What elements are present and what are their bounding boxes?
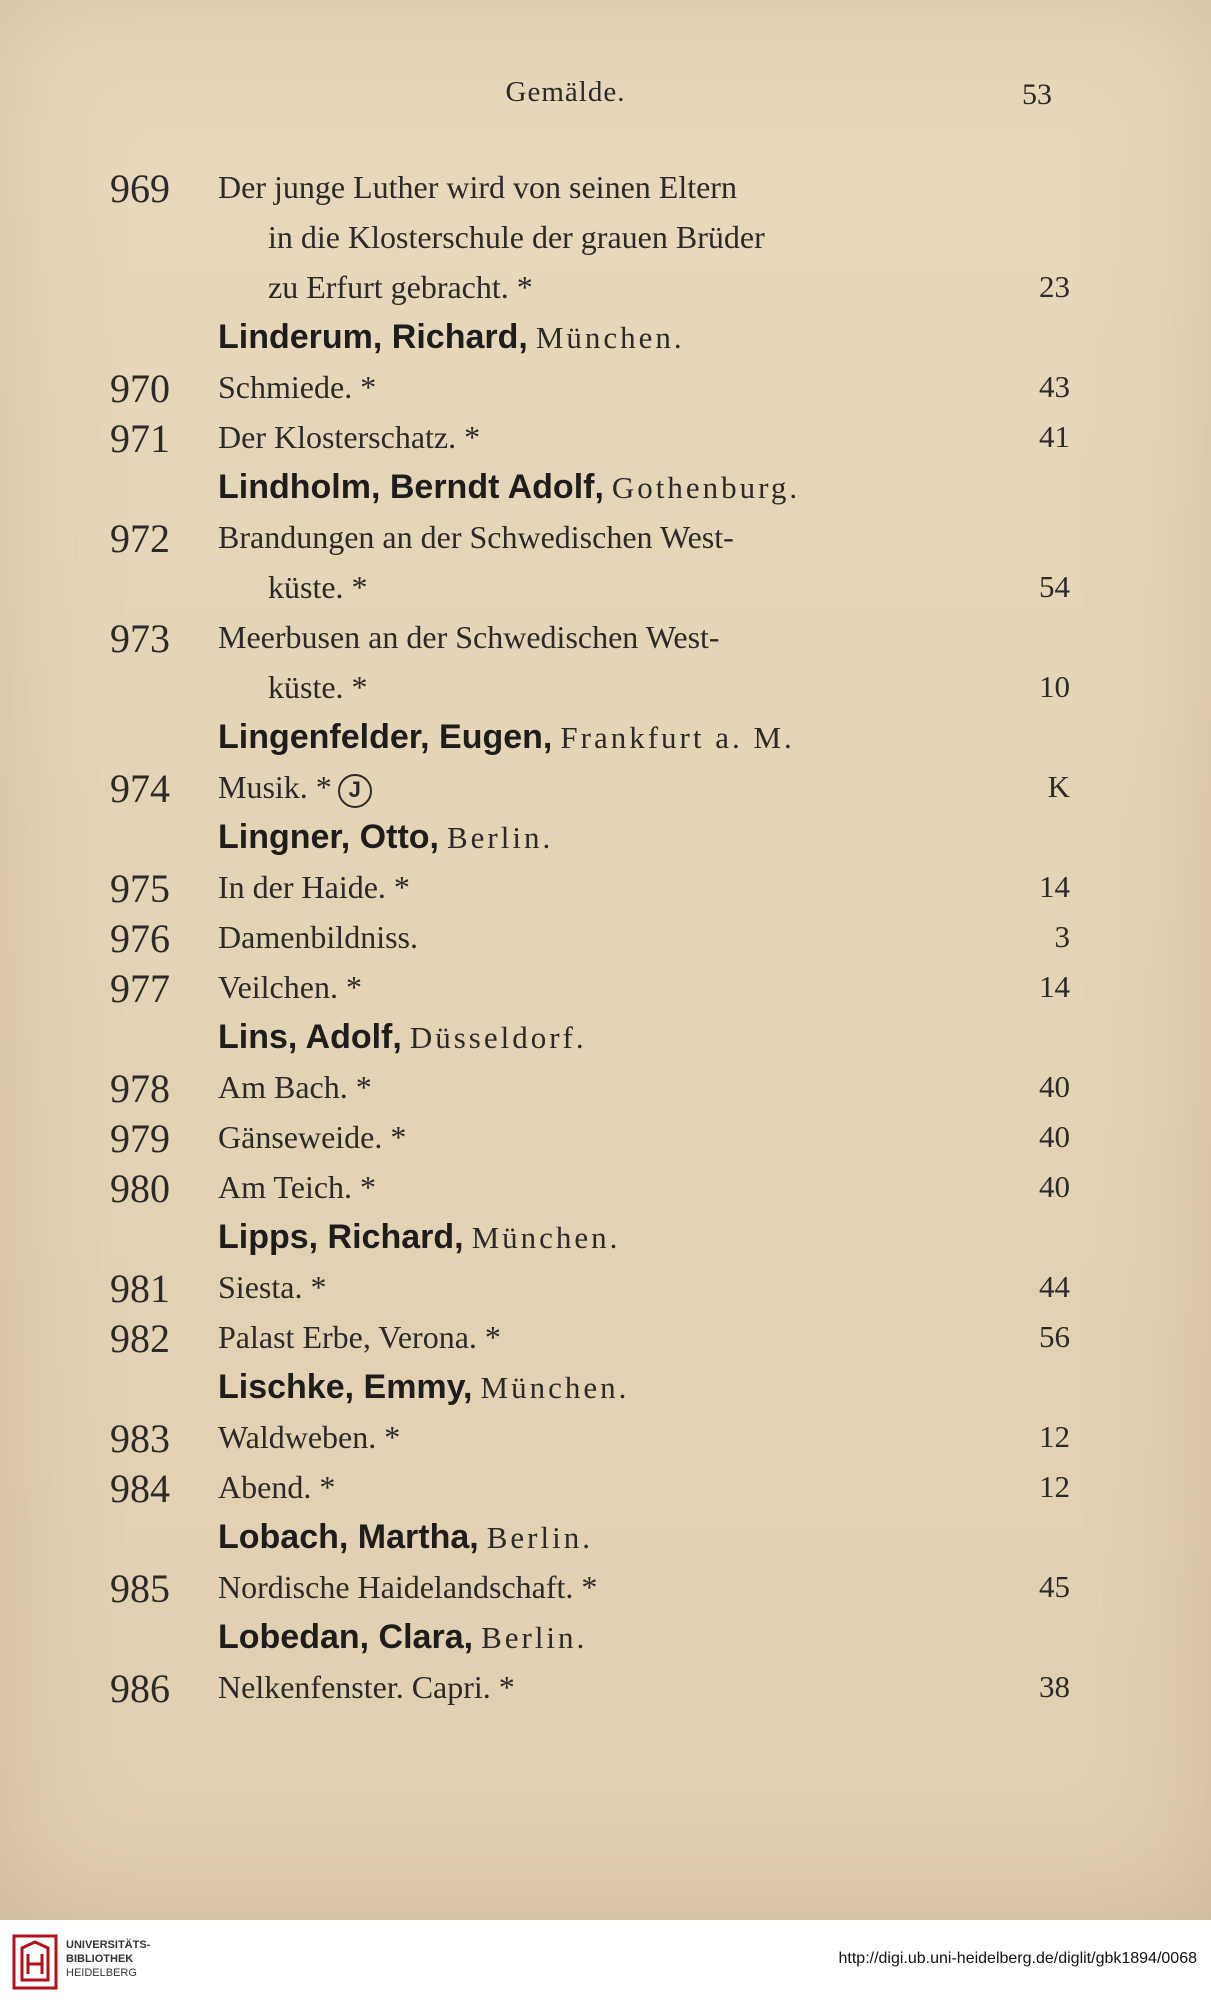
artwork-title-continued <box>268 662 368 712</box>
artwork-title <box>218 612 720 662</box>
catalog-row <box>110 1562 1070 1612</box>
price: 43 <box>1039 369 1070 404</box>
catalog-number: 975 <box>110 866 170 911</box>
catalog-entries <box>110 162 1070 1712</box>
source-url[interactable]: http://digi.ub.uni-heidelberg.de/diglit/gbk1894/0068 <box>838 1950 1197 1967</box>
price: 38 <box>1039 1669 1070 1704</box>
artist-row <box>110 1512 1070 1562</box>
artwork-title-text: zu Erfurt gebracht. * <box>268 269 533 305</box>
artist-name: Lingner, Otto, <box>218 818 439 856</box>
catalog-row <box>110 1662 1070 1712</box>
catalog-number: 982 <box>110 1316 170 1361</box>
artist-heading <box>218 312 685 363</box>
catalog-row <box>110 912 1070 962</box>
price: 45 <box>1039 1569 1070 1604</box>
artwork-title-text: Palast Erbe, Verona. * <box>218 1319 501 1355</box>
artist-heading <box>218 462 800 513</box>
artwork-title <box>218 162 737 212</box>
catalog-row <box>110 762 1070 812</box>
artist-heading <box>218 1012 587 1063</box>
catalog-number: 973 <box>110 616 170 661</box>
artist-city: Gothenburg. <box>611 470 801 505</box>
artwork-title-text: küste. * <box>268 669 368 705</box>
circled-j-icon: J <box>338 774 372 808</box>
price: 41 <box>1039 419 1070 454</box>
artwork-title <box>218 962 362 1012</box>
artwork-title-text: Siesta. * <box>218 1269 327 1305</box>
artwork-title <box>218 1262 326 1312</box>
artwork-title-text: Am Bach. * <box>218 1069 372 1105</box>
catalog-number: 980 <box>110 1166 170 1211</box>
artwork-title-text: Meerbusen an der Schwedischen West- <box>218 619 720 655</box>
price: 14 <box>1039 869 1070 904</box>
price: 40 <box>1039 1169 1070 1204</box>
artwork-title-text: Der junge Luther wird von seinen Eltern <box>218 169 737 205</box>
artist-city: Berlin. <box>486 1520 593 1555</box>
artist-heading <box>218 812 553 863</box>
artwork-title-text: Damenbildniss. <box>218 919 418 955</box>
artist-row <box>110 712 1070 762</box>
artist-row <box>110 312 1070 362</box>
catalog-row <box>110 962 1070 1012</box>
catalog-row <box>110 1112 1070 1162</box>
catalog-number: 984 <box>110 1466 170 1511</box>
artwork-title <box>218 1162 376 1212</box>
artwork-title-text: in die Klosterschule der grauen Brüder <box>268 219 765 255</box>
artist-city: Düsseldorf. <box>409 1020 587 1055</box>
artwork-title <box>218 762 372 812</box>
catalog-row <box>110 1262 1070 1312</box>
price: 3 <box>1054 919 1070 954</box>
catalog-row <box>110 1162 1070 1212</box>
catalog-number: 970 <box>110 366 170 411</box>
artwork-title-text: Veilchen. * <box>218 969 362 1005</box>
artist-heading <box>218 1612 587 1663</box>
artwork-title <box>218 1462 335 1512</box>
artwork-title-text: Brandungen an der Schwedischen West- <box>218 519 734 555</box>
logo-line-1: UNIVERSITÄTS- <box>66 1939 151 1951</box>
catalog-number: 981 <box>110 1266 170 1311</box>
artist-row <box>110 1362 1070 1412</box>
artwork-title <box>218 1562 597 1612</box>
library-seal-icon <box>12 1934 58 1990</box>
artwork-title-text: Nordische Haidelandschaft. * <box>218 1569 598 1605</box>
artwork-title-text: Musik. * <box>218 769 332 805</box>
catalog-number: 972 <box>110 516 170 561</box>
artwork-title <box>218 1062 372 1112</box>
artwork-title-text: Gänseweide. * <box>218 1119 407 1155</box>
logo-line-2: BIBLIOTHEK <box>66 1953 134 1965</box>
catalog-number: 983 <box>110 1416 170 1461</box>
artist-city: München. <box>471 1220 621 1255</box>
artist-heading <box>218 1362 629 1413</box>
catalog-number: 974 <box>110 766 170 811</box>
artwork-title-text: Nelkenfenster. Capri. * <box>218 1669 515 1705</box>
catalog-number: 985 <box>110 1566 170 1611</box>
artwork-title-continued <box>268 262 533 312</box>
artist-city: München. <box>535 320 685 355</box>
catalog-row <box>110 1312 1070 1362</box>
price: 12 <box>1039 1419 1070 1454</box>
artist-name: Lipps, Richard, <box>218 1218 464 1256</box>
artwork-title-continued <box>268 562 368 612</box>
catalog-number: 977 <box>110 966 170 1011</box>
artwork-title <box>218 1112 406 1162</box>
catalog-row <box>110 562 1070 612</box>
artwork-title-text: Schmiede. * <box>218 369 377 405</box>
artist-row <box>110 812 1070 862</box>
artwork-title <box>218 512 734 562</box>
artist-name: Lobach, Martha, <box>218 1518 479 1556</box>
running-title: Gemälde. <box>505 76 626 108</box>
artist-city: Frankfurt a. M. <box>560 720 795 755</box>
catalog-number: 969 <box>110 166 170 211</box>
artwork-title <box>218 1662 515 1712</box>
artist-city: Berlin. <box>446 820 554 855</box>
catalog-number: 986 <box>110 1666 170 1711</box>
catalog-row <box>110 1412 1070 1462</box>
price: 56 <box>1039 1319 1070 1354</box>
artwork-title-text: Der Klosterschatz. * <box>218 419 481 455</box>
artwork-title-text: In der Haide. * <box>218 869 410 905</box>
artwork-title-text: Waldweben. * <box>218 1419 401 1455</box>
logo-line-3: HEIDELBERG <box>66 1967 137 1979</box>
artist-heading <box>218 1212 620 1263</box>
catalog-number: 976 <box>110 916 170 961</box>
artist-name: Lins, Adolf, <box>218 1018 402 1056</box>
artist-city: München. <box>480 1370 630 1405</box>
artwork-title-text: küste. * <box>268 569 368 605</box>
catalog-row <box>110 262 1070 312</box>
price: 40 <box>1039 1069 1070 1104</box>
artwork-title-continued <box>268 212 765 262</box>
catalog-row <box>110 662 1070 712</box>
artwork-title <box>218 1312 501 1362</box>
artist-name: Lischke, Emmy, <box>218 1368 473 1406</box>
price: 12 <box>1039 1469 1070 1504</box>
artwork-title <box>218 412 480 462</box>
price: 10 <box>1039 669 1070 704</box>
artist-name: Lingenfelder, Eugen, <box>218 718 553 756</box>
catalog-row <box>110 412 1070 462</box>
artist-row <box>110 1612 1070 1662</box>
artist-heading <box>218 1512 593 1563</box>
price: 44 <box>1039 1269 1070 1304</box>
artist-city: Berlin. <box>481 1620 588 1655</box>
catalog-row <box>110 212 1070 262</box>
catalog-row <box>110 362 1070 412</box>
artist-name: Linderum, Richard, <box>218 318 528 356</box>
library-name <box>66 1938 150 1980</box>
artwork-title <box>218 362 376 412</box>
catalog-row <box>110 612 1070 662</box>
price: 14 <box>1039 969 1070 1004</box>
artist-row <box>110 1212 1070 1262</box>
artist-heading <box>218 712 795 763</box>
artwork-title <box>218 862 410 912</box>
artwork-title-text: Abend. * <box>218 1469 336 1505</box>
price: 40 <box>1039 1119 1070 1154</box>
footer-bar <box>0 1920 1211 2003</box>
price: 23 <box>1039 269 1070 304</box>
price: K <box>1047 769 1070 804</box>
price: 54 <box>1039 569 1070 604</box>
library-logo <box>12 1930 152 1992</box>
catalog-number: 978 <box>110 1066 170 1111</box>
catalog-row <box>110 162 1070 212</box>
catalog-number: 971 <box>110 416 170 461</box>
catalog-row <box>110 862 1070 912</box>
artist-name: Lobedan, Clara, <box>218 1618 474 1656</box>
artist-row <box>110 1012 1070 1062</box>
catalog-number: 979 <box>110 1116 170 1161</box>
artwork-title <box>218 912 418 962</box>
artist-name: Lindholm, Berndt Adolf, <box>218 468 604 506</box>
catalog-row <box>110 512 1070 562</box>
page-number: 53 <box>1022 78 1052 111</box>
artist-row <box>110 462 1070 512</box>
artwork-title-text: Am Teich. * <box>218 1169 377 1205</box>
catalog-row <box>110 1462 1070 1512</box>
artwork-title <box>218 1412 400 1462</box>
catalog-row <box>110 1062 1070 1112</box>
